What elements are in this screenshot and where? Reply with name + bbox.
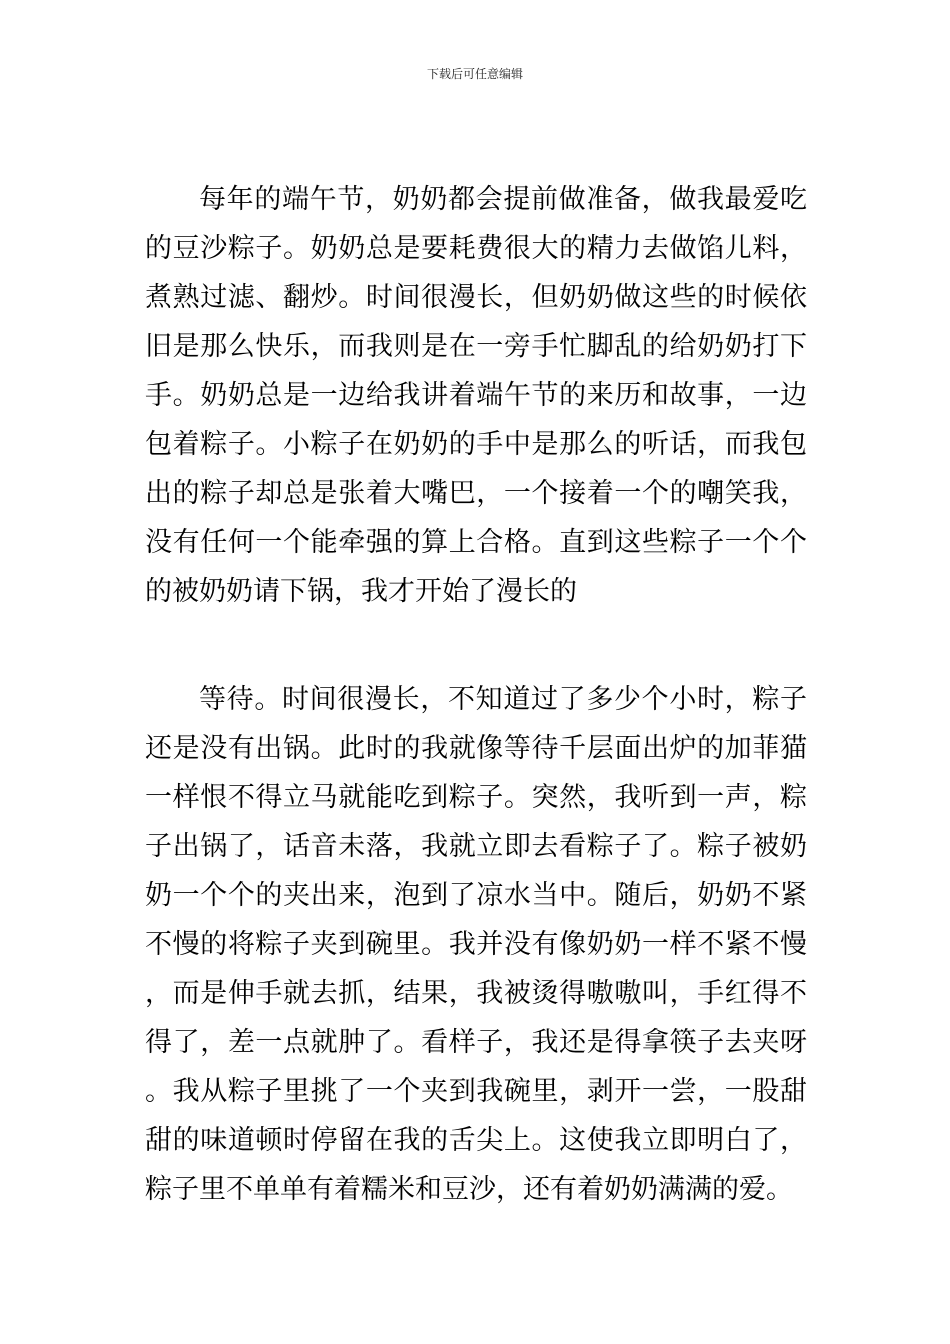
header-note: 下载后可任意编辑 [426,67,523,81]
body-paragraph-1: 每年的端午节，奶奶都会提前做准备，做我最爱吃的豆沙粽子。奶奶总是要耗费很大的精力去做馅儿料，煮熟过滤、翻炒。时间很漫长，但奶奶做这些的时候依旧是那么快乐，而我则是在一旁手忙脚乱的给奶奶打下手。奶奶总是一边给我讲着端午节的来历和故事，一边包着粽子。小粽子在奶奶的手中是那么的听话，而我包出的粽子却总是张着大嘴巴，一个接着一个的嘲笑我，没有任何一个能牵强的算上合格。直到这些粽子一个个的被奶奶请下锅，我才开始了漫长的 [145,184,807,607]
body-paragraph-2: 等待。时间很漫长，不知道过了多少个小时，粽子还是没有出锅。此时的我就像等待千层面出炉的加菲猫一样恨不得立马就能吃到粽子。突然，我听到一声，粽子出锅了，话音未落，我就立即去看粽子了。粽子被奶奶一个个的夹出来，泡到了凉水当中。随后，奶奶不紧不慢的将粽子夹到碗里。我并没有像奶奶一样不紧不慢，而是伸手就去抓，结果，我被烫得嗷嗷叫，手红得不得了，差一点就肿了。看样子，我还是得拿筷子去夹呀。我从粽子里挑了一个夹到我碗里，剥开一尝，一股甜甜的味道顿时停留在我的舌尖上。这使我立即明白了，粽子里不单单有着糯米和豆沙，还有着奶奶满满的爱。 [145,684,807,1205]
